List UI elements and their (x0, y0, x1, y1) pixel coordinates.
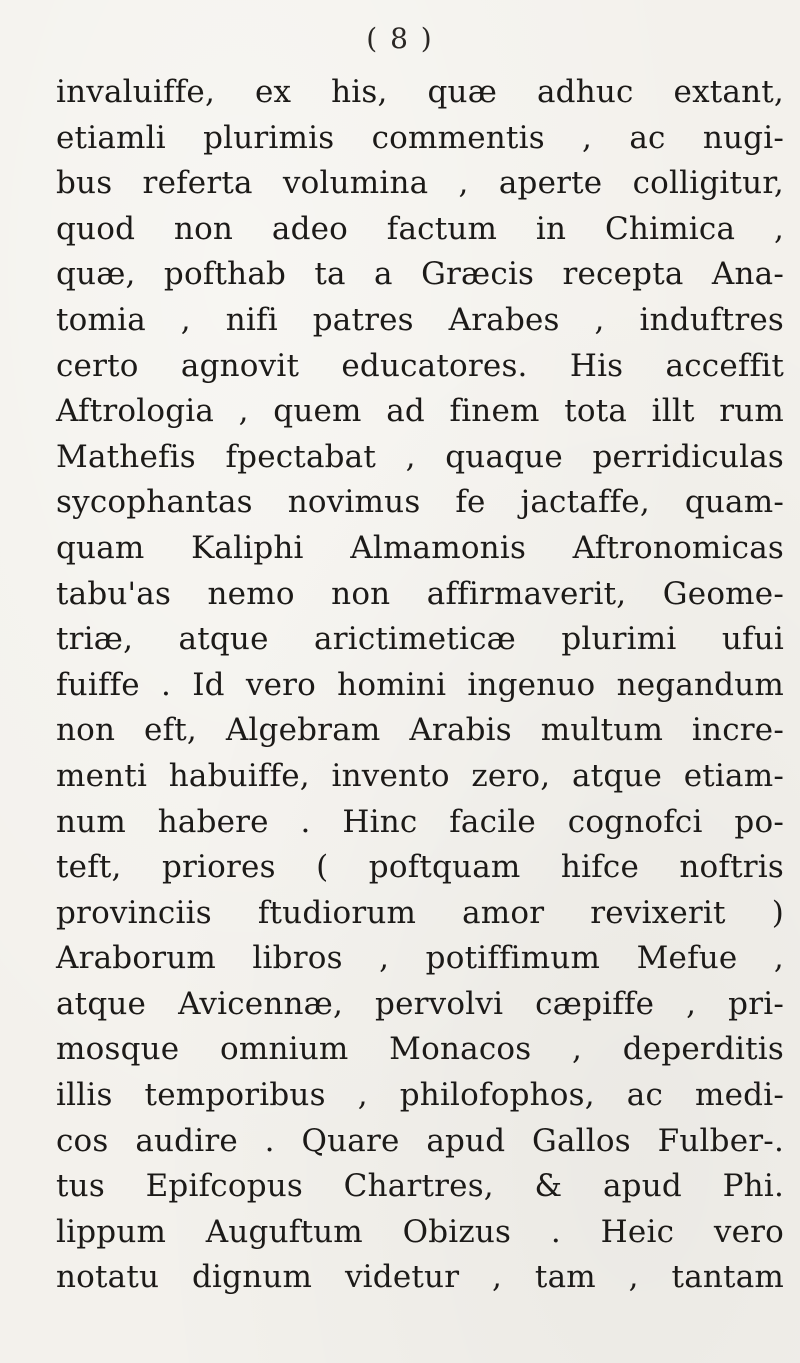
text-line: etiamli plurimis commentis , ac nugi- (56, 119, 784, 156)
text-line: notatu dignum videtur , tam , tantam (56, 1259, 784, 1296)
text-line: invaluiffe, ex his, quæ adhuc extant, (56, 74, 784, 110)
text-line: provinciis ftudiorum amor revixerit ) (56, 894, 784, 931)
body-text (56, 70, 784, 1301)
page-number: ( 8 ) (366, 22, 434, 55)
text-line: atque Avicennæ, pervolvi cæpiffe , pri- (56, 985, 784, 1022)
text-line: num habere . Hinc facile cognofci po- (56, 803, 784, 840)
text-line: quod non adeo factum in Chimica , (56, 210, 784, 247)
text-line: teft, priores ( poftquam hifce noftris (56, 849, 784, 886)
text-line: tus Epifcopus Chartres, & apud Phi. (56, 1168, 784, 1205)
text-line: Mathefis fpectabat , quaque perridiculas (56, 438, 784, 475)
text-line: menti habuiffe, invento zero, atque etiam- (56, 757, 784, 794)
text-line: illis temporibus , philofophos, ac medi- (56, 1077, 784, 1114)
text-line: Aftrologia , quem ad finem tota illt rum (56, 393, 784, 430)
text-line: quam Kaliphi Almamonis Aftronomicas (56, 529, 784, 566)
text-line: tomia , nifi patres Arabes , induftres (56, 301, 784, 338)
text-line: sycophantas novimus fe jactaffe, quam- (56, 484, 784, 521)
text-line: certo agnovit educatores. His acceffit (56, 347, 784, 384)
text-line: tabu'as nemo non affirmaverit, Geome- (56, 575, 784, 612)
text-line: Araborum libros , potiffimum Mefue , (56, 940, 784, 977)
text-line: lippum Auguftum Obizus . Heic vero (56, 1213, 784, 1250)
text-line: cos audire . Quare apud Gallos Fulber-. (56, 1122, 784, 1159)
text-line: non eft, Algebram Arabis multum incre- (56, 712, 784, 749)
text-line: bus referta volumina , aperte colligitur, (56, 165, 784, 202)
text-line: mosque omnium Monacos , deperditis (56, 1031, 784, 1068)
text-line: fuiffe . Id vero homini ingenuo negandum (56, 666, 784, 703)
text-line: triæ, atque arictimeticæ plurimi ufui (56, 621, 784, 658)
text-line: quæ, pofthab ta a Græcis recepta Ana- (56, 256, 784, 293)
